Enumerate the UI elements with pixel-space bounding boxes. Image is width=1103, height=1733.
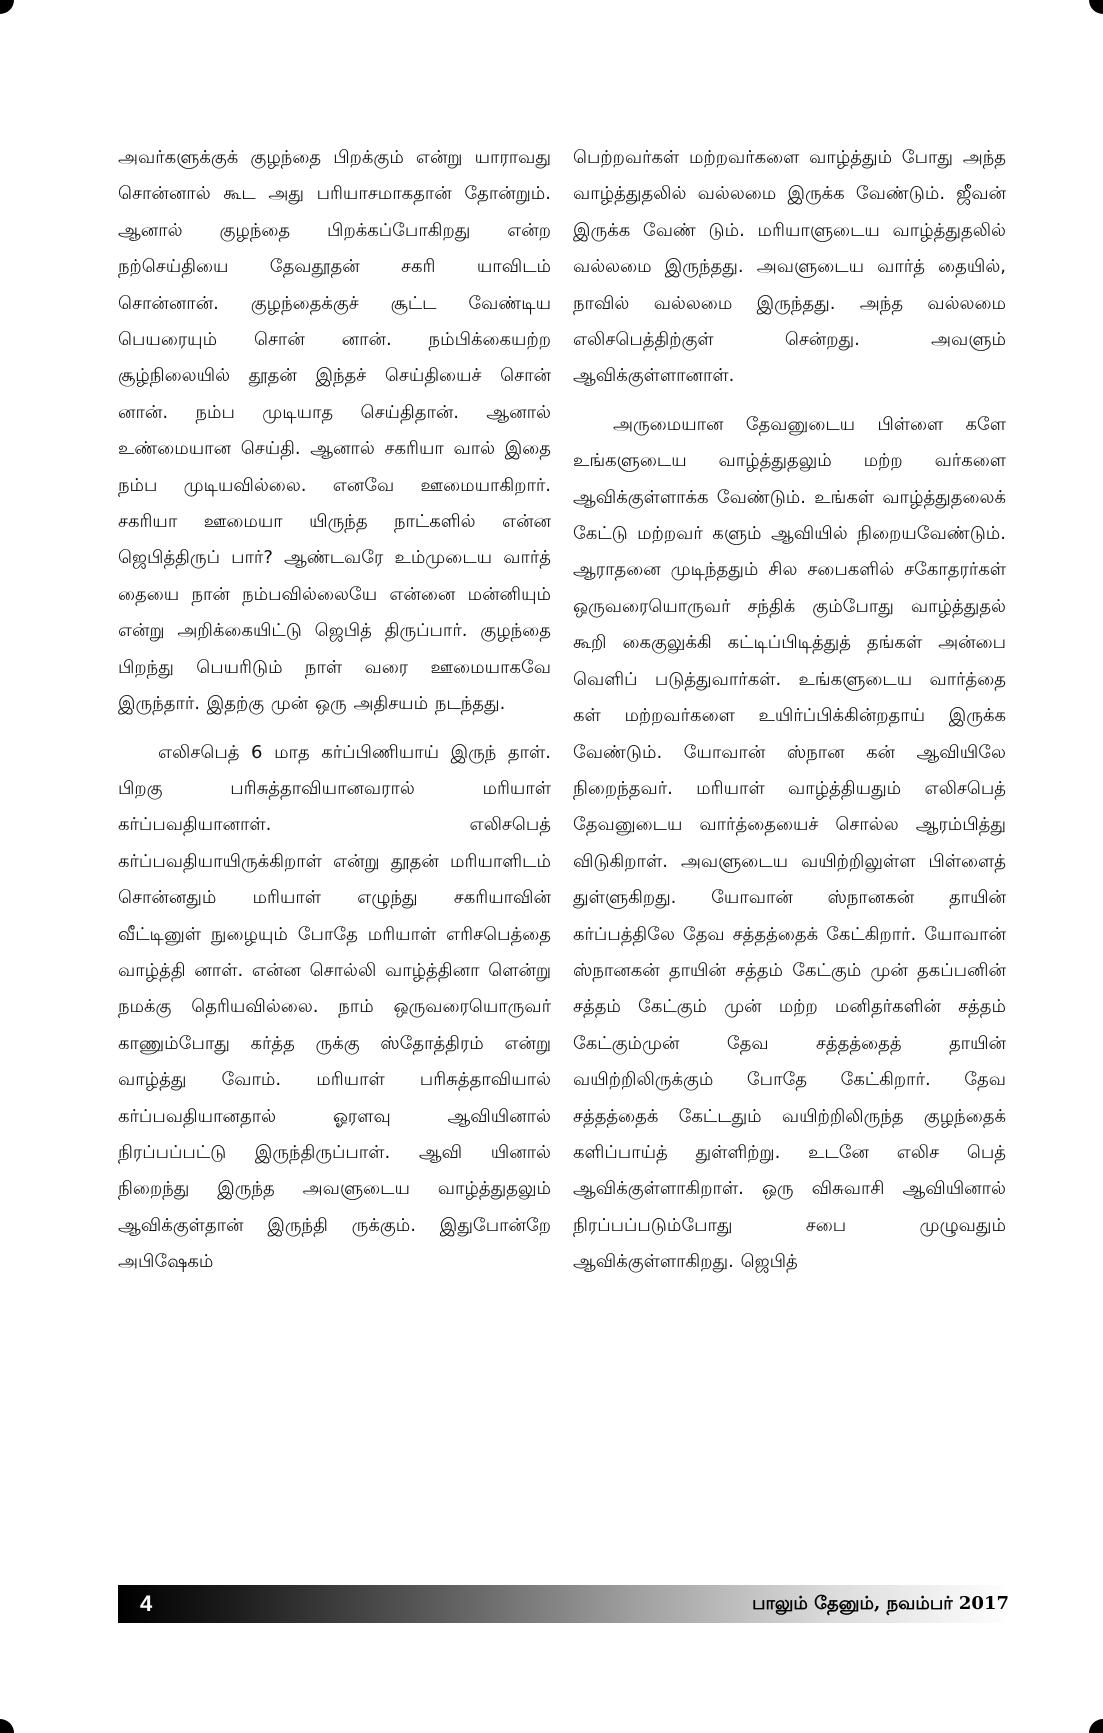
- page-number: 4: [140, 1591, 153, 1616]
- page-corner: [1089, 0, 1103, 14]
- page-corner: [0, 0, 14, 14]
- right-column: [573, 140, 1006, 1570]
- page-corner: [0, 1719, 14, 1733]
- left-column: [118, 140, 551, 1570]
- paragraph: பெற்றவர்கள் மற்றவர்களை வாழ்த்தும் போது அந்த வாழ்த்துதலில் வல்லமை இருக்க வேண்டும். ஜீவன் இருக்க வேண் டும். மரியாளுடைய வாழ்த்துதலில் வல்லமை இருந்தது. அவளுடைய வார்த் தையில், நாவில் வல்லமை இருந்தது. அந்த வல்லமை எலிசபெத்திற்குள் சென்றது. அவளும் ஆவிக்குள்ளானாள்.: [573, 147, 1006, 387]
- paragraph: எலிசபெத் 6 மாத கர்ப்பிணியாய் இருந் தாள். பிறகு பரிசுத்தாவியானவரால் மரியாள் கர்ப்பவதியானாள். எலிசபெத் கர்ப்பவதியாயிருக்கிறாள் என்று தூதன் மரியாளிடம் சொன்னதும் மரியாள் எழுந்து சகரியாவின் வீட்டினுள் நுழையும் போதே மரியாள் எரிசபெத்தை வாழ்த்தி னாள். என்ன சொல்லி வாழ்த்தினா ளென்று நமக்கு தெரியவில்லை. நாம் ஒருவரையொருவர் காணும்போது கர்த்த ருக்கு ஸ்தோத்திரம் என்று வாழ்த்து வோம். மரியாள் பரிசுத்தாவியால் கர்ப்பவதியானதால் ஓரளவு ஆவியினால் நிரப்பப்பட்டு இருந்திருப்பாள். ஆவி யினால் நிறைந்து இருந்த அவளுடைய வாழ்த்துதலும் ஆவிக்குள்தான் இருந்தி ருக்கும். இதுபோன்றே அபிஷேகம்: [118, 741, 551, 1273]
- paragraph: அருமையான தேவனுடைய பிள்ளை களே உங்களுடைய வாழ்த்துதலும் மற்ற வர்களை ஆவிக்குள்ளாக்க வேண்டும். உங்கள் வாழ்த்துதலைக் கேட்டு மற்றவர் களும் ஆவியில் நிறையவேண்டும். ஆராதனை முடிந்ததும் சில சபைகளில் சகோதரர்கள் ஒருவரையொருவர் சந்திக் கும்போது வாழ்த்துதல் கூறி கைகுலுக்கி கட்டிப்பிடித்துத் தங்கள் அன்பை வெளிப் படுத்துவார்கள். உங்களுடைய வார்த்தை கள் மற்றவர்களை உயிர்ப்பிக்கின்றதாய் இருக்க வேண்டும். யோவான் ஸ்நான கன் ஆவியிலே நிறைந்தவர். மரியாள் வாழ்த்தியதும் எலிசபெத் தேவனுடைய வார்த்தையைச் சொல்ல ஆரம்பித்து விடுகிறாள். அவளுடைய வயிற்றிலுள்ள பிள்ளைத் துள்ளுகிறது. யோவான் ஸ்நானகன் தாயின் கர்ப்பத்திலே தேவ சத்தத்தைக் கேட்கிறார். யோவான் ஸ்நானகன் தாயின் சத்தம் கேட்கும் முன் தகப்பனின் சத்தம் கேட்கும் முன் மற்ற மனிதர்களின் சத்தம் கேட்கும்முன் தேவ சத்தத்தைத் தாயின் வயிற்றிலிருக்கும் போதே கேட்கிறார். தேவ சத்தத்தைக் கேட்டதும் வயிற்றிலிருந்த குழந்தைக் களிப்பாய்த் துள்ளிற்று. உடனே எலிச பெத் ஆவிக்குள்ளாகிறாள். ஒரு விசுவாசி ஆவியினால் நிரப்பப்படும்போது சபை முழுவதும் ஆவிக்குள்ளாகிறது. ஜெபித்: [573, 413, 1006, 1273]
- paragraph: அவர்களுக்குக் குழந்தை பிறக்கும் என்று யாராவது சொன்னால் கூட அது பரியாசமாகதான் தோன்றும். ஆனால் குழந்தை பிறக்கப்போகிறது என்ற நற்செய்தியை தேவதூதன் சகரி யாவிடம் சொன்னான். குழந்தைக்குச் சூட்ட வேண்டிய பெயரையும் சொன் னான். நம்பிக்கையற்ற சூழ்நிலையில் தூதன் இந்தச் செய்தியைச் சொன் னான். நம்ப முடியாத செய்திதான். ஆனால் உண்மையான செய்தி. ஆனால் சகரியா வால் இதை நம்ப முடியவில்லை. எனவே ஊமையாகிறார். சகரியா ஊமையா யிருந்த நாட்களில் என்ன ஜெபித்திருப் பார்? ஆண்டவரே உம்முடைய வார்த் தையை நான் நம்பவில்லையே என்னை மன்னியும் என்று அறிக்கையிட்டு ஜெபித் திருப்பார். குழந்தை பிறந்து பெயரிடும் நாள் வரை ஊமையாகவே இருந்தார். இதற்கு முன் ஒரு அதிசயம் நடந்தது.: [118, 147, 551, 715]
- page-footer: [118, 1585, 1013, 1623]
- page-corner: [1089, 1719, 1103, 1733]
- magazine-issue: பாலும் தேனும், நவம்பர் 2017: [752, 1592, 1009, 1614]
- article-body: [118, 140, 1006, 1570]
